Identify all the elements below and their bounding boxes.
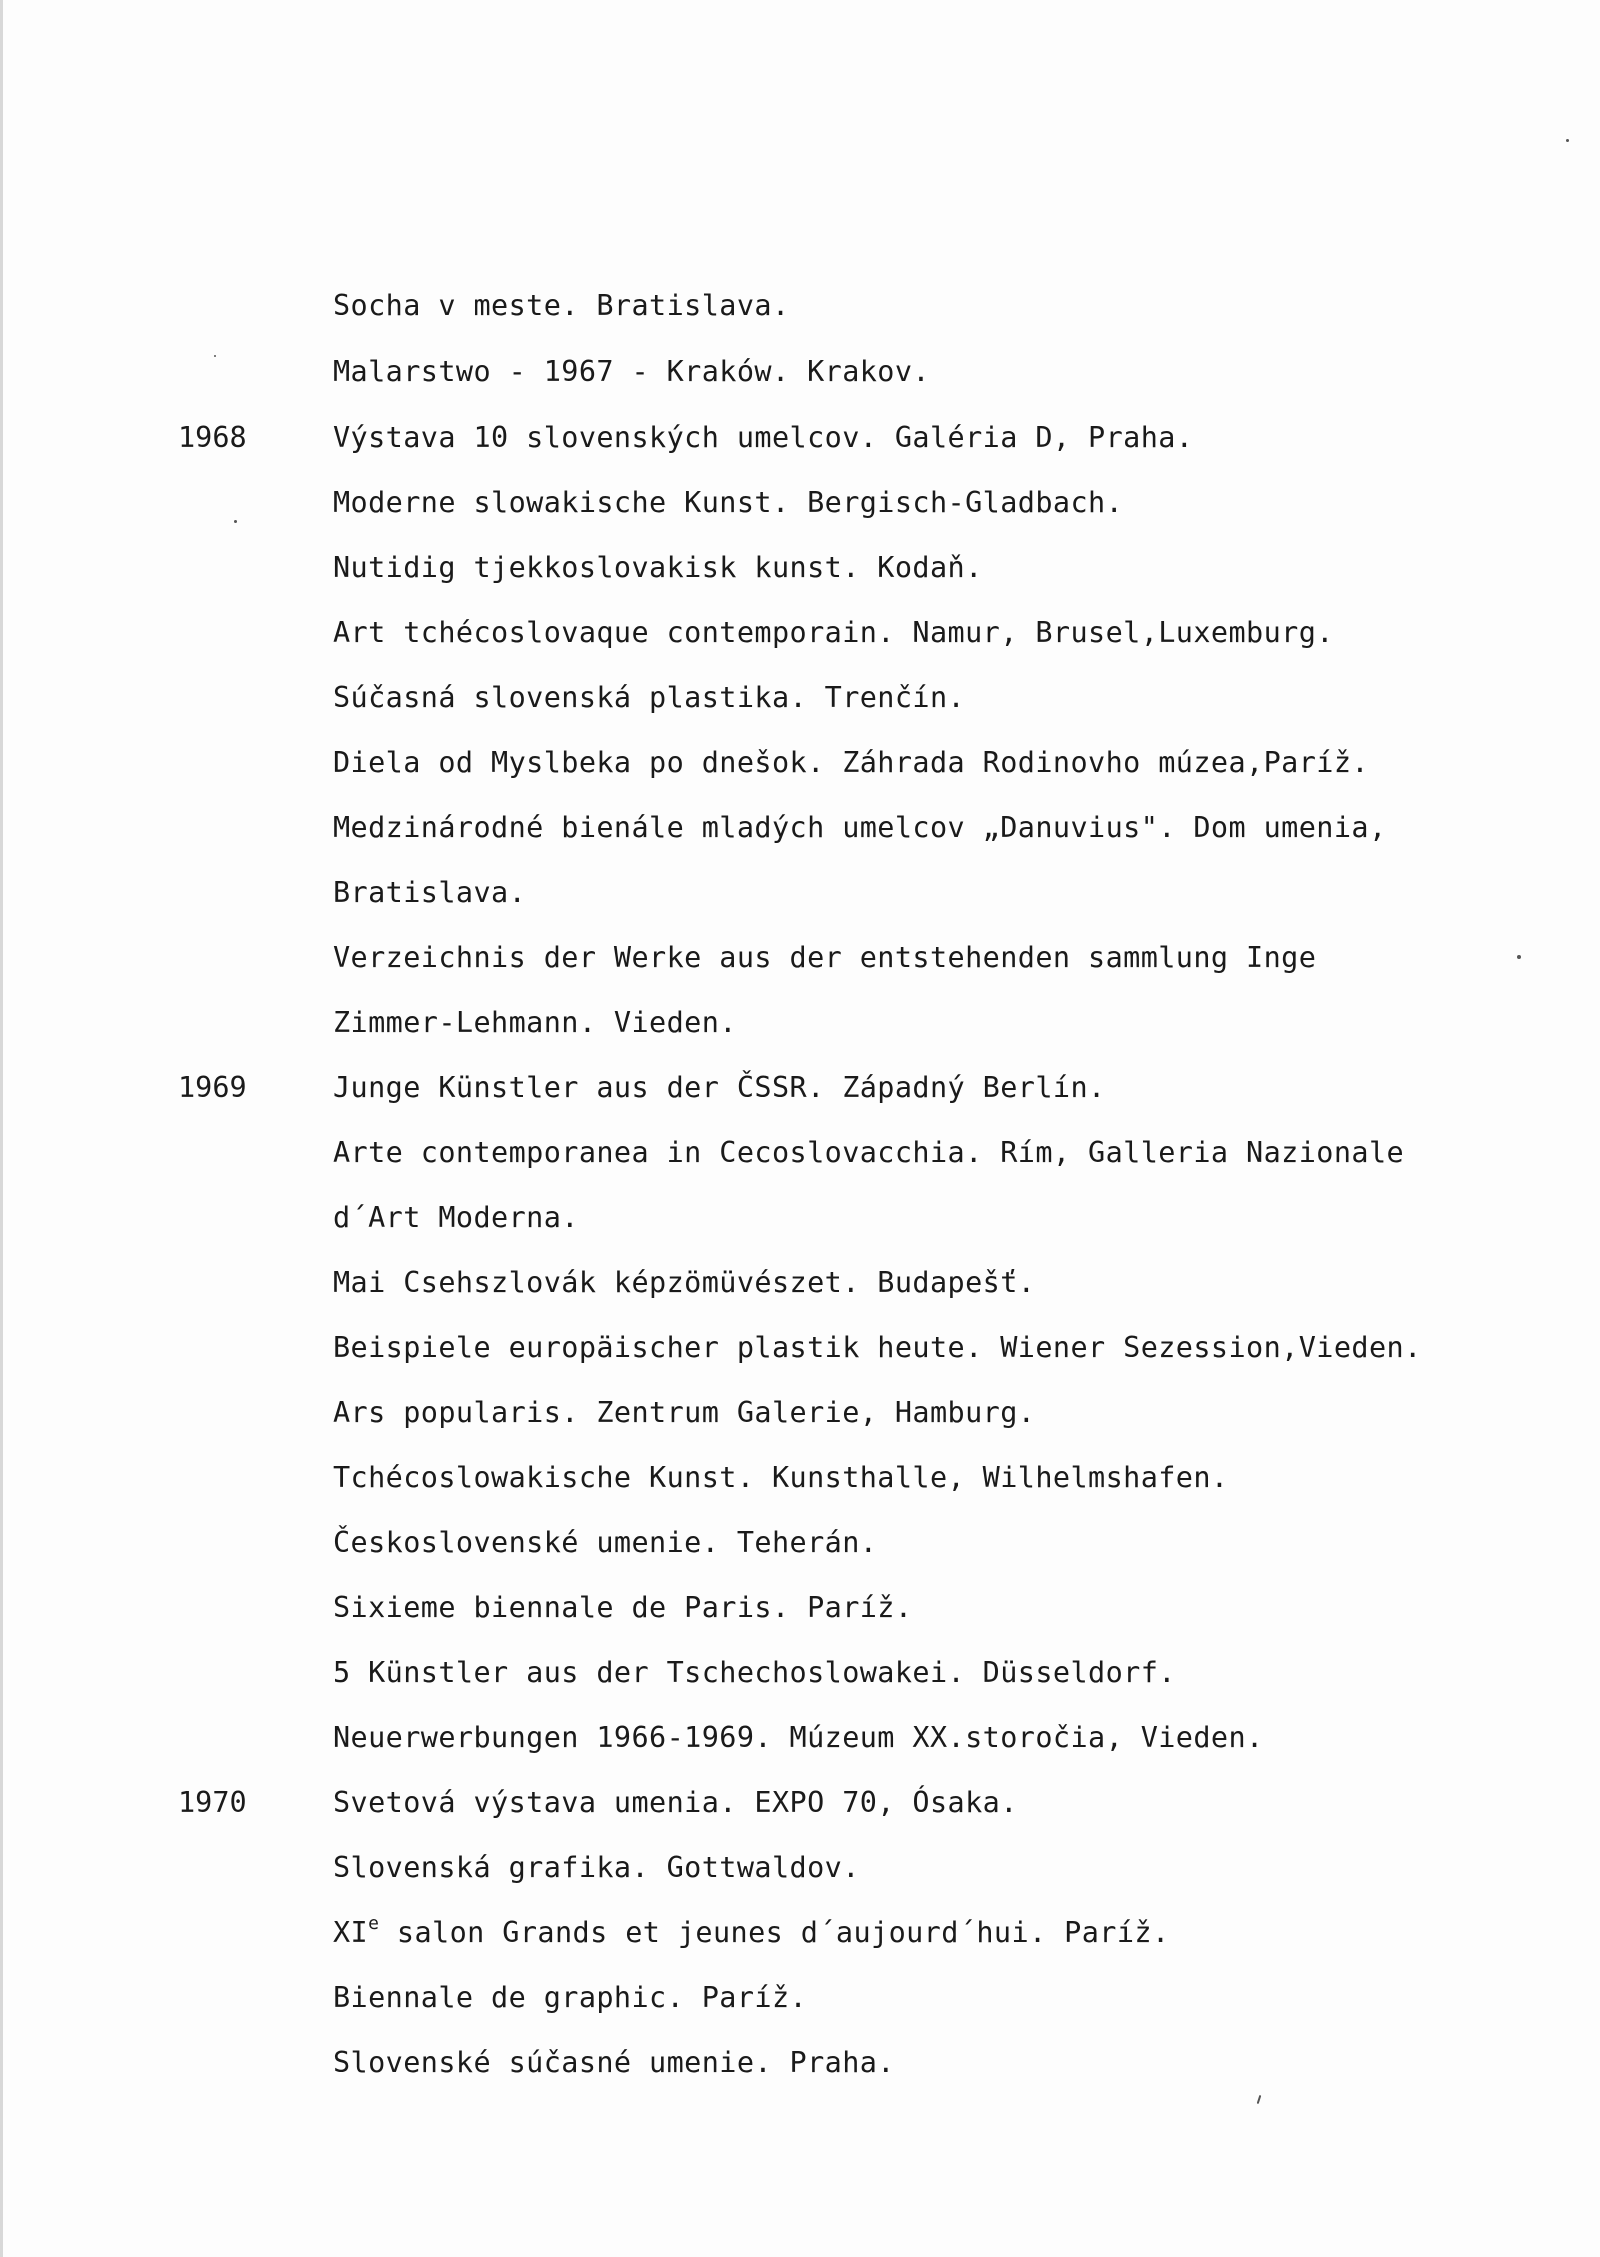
entry-superscript: e <box>368 1913 380 1934</box>
entry-line <box>333 1913 1170 1949</box>
entry-line: Moderne slowakische Kunst. Bergisch-Gladbach. <box>333 486 1124 519</box>
entry-line: Československé umenie. Teherán. <box>333 1526 878 1559</box>
entry-line: Neuerwerbungen 1966-1969. Múzeum XX.storočia, Vieden. <box>333 1721 1264 1754</box>
entry-line: Junge Künstler aus der ČSSR. Západný Berlín. <box>333 1071 1106 1104</box>
entry-line: Biennale de graphic. Paríž. <box>333 1981 808 2014</box>
entry-line: Bratislava. <box>333 876 527 909</box>
paper-speck <box>1517 955 1521 959</box>
paper-speck <box>1566 139 1569 142</box>
entry-line: Medzinárodné bienále mladých umelcov „Danuvius". Dom umenia, <box>333 811 1387 844</box>
year-label: 1969 <box>178 1071 247 1104</box>
paper-speck <box>234 520 237 523</box>
entry-line: Nutidig tjekkoslovakisk kunst. Kodaň. <box>333 551 983 584</box>
entry-line: Socha v meste. Bratislava. <box>333 289 790 322</box>
entry-line: Výstava 10 slovenských umelcov. Galéria D, Praha. <box>333 421 1194 454</box>
entry-line: Beispiele europäischer plastik heute. Wiener Sezession,Vieden. <box>333 1331 1422 1364</box>
entry-line: Tchécoslowakische Kunst. Kunsthalle, Wilhelmshafen. <box>333 1461 1229 1494</box>
entry-line: Slovenské súčasné umenie. Praha. <box>333 2046 895 2079</box>
paper-speck <box>214 355 216 357</box>
entry-line: Slovenská grafika. Gottwaldov. <box>333 1851 860 1884</box>
entry-line: Súčasná slovenská plastika. Trenčín. <box>333 681 966 714</box>
page-edge <box>0 0 3 2257</box>
entry-line: Arte contemporanea in Cecoslovacchia. Rím, Galleria Nazionale <box>333 1136 1405 1169</box>
entry-line: Art tchécoslovaque contemporain. Namur, Brusel,Luxemburg. <box>333 616 1334 649</box>
entry-line: Ars popularis. Zentrum Galerie, Hamburg. <box>333 1396 1036 1429</box>
entry-line: Zimmer-Lehmann. Vieden. <box>333 1006 737 1039</box>
entry-line: d´Art Moderna. <box>333 1201 579 1234</box>
entry-line: Malarstwo - 1967 - Kraków. Krakov. <box>333 355 930 388</box>
entry-line: 5 Künstler aus der Tschechoslowakei. Düsseldorf. <box>333 1656 1176 1689</box>
year-label: 1970 <box>178 1786 247 1819</box>
entry-prefix: XI <box>333 1916 369 1949</box>
entry-line: Verzeichnis der Werke aus der entstehenden sammlung Inge <box>333 941 1317 974</box>
entry-line: Diela od Myslbeka po dnešok. Záhrada Rodinovho múzea,Paríž. <box>333 746 1369 779</box>
year-label: 1968 <box>178 421 247 454</box>
paper-speck <box>1257 2095 1262 2104</box>
entry-line: Sixieme biennale de Paris. Paríž. <box>333 1591 913 1624</box>
entry-line: Mai Csehszlovák képzömüvészet. Budapešť. <box>333 1266 1036 1299</box>
entry-rest: salon Grands et jeunes d´aujourd´hui. Paríž. <box>379 1916 1170 1949</box>
entry-line: Svetová výstava umenia. EXPO 70, Ósaka. <box>333 1786 1018 1819</box>
